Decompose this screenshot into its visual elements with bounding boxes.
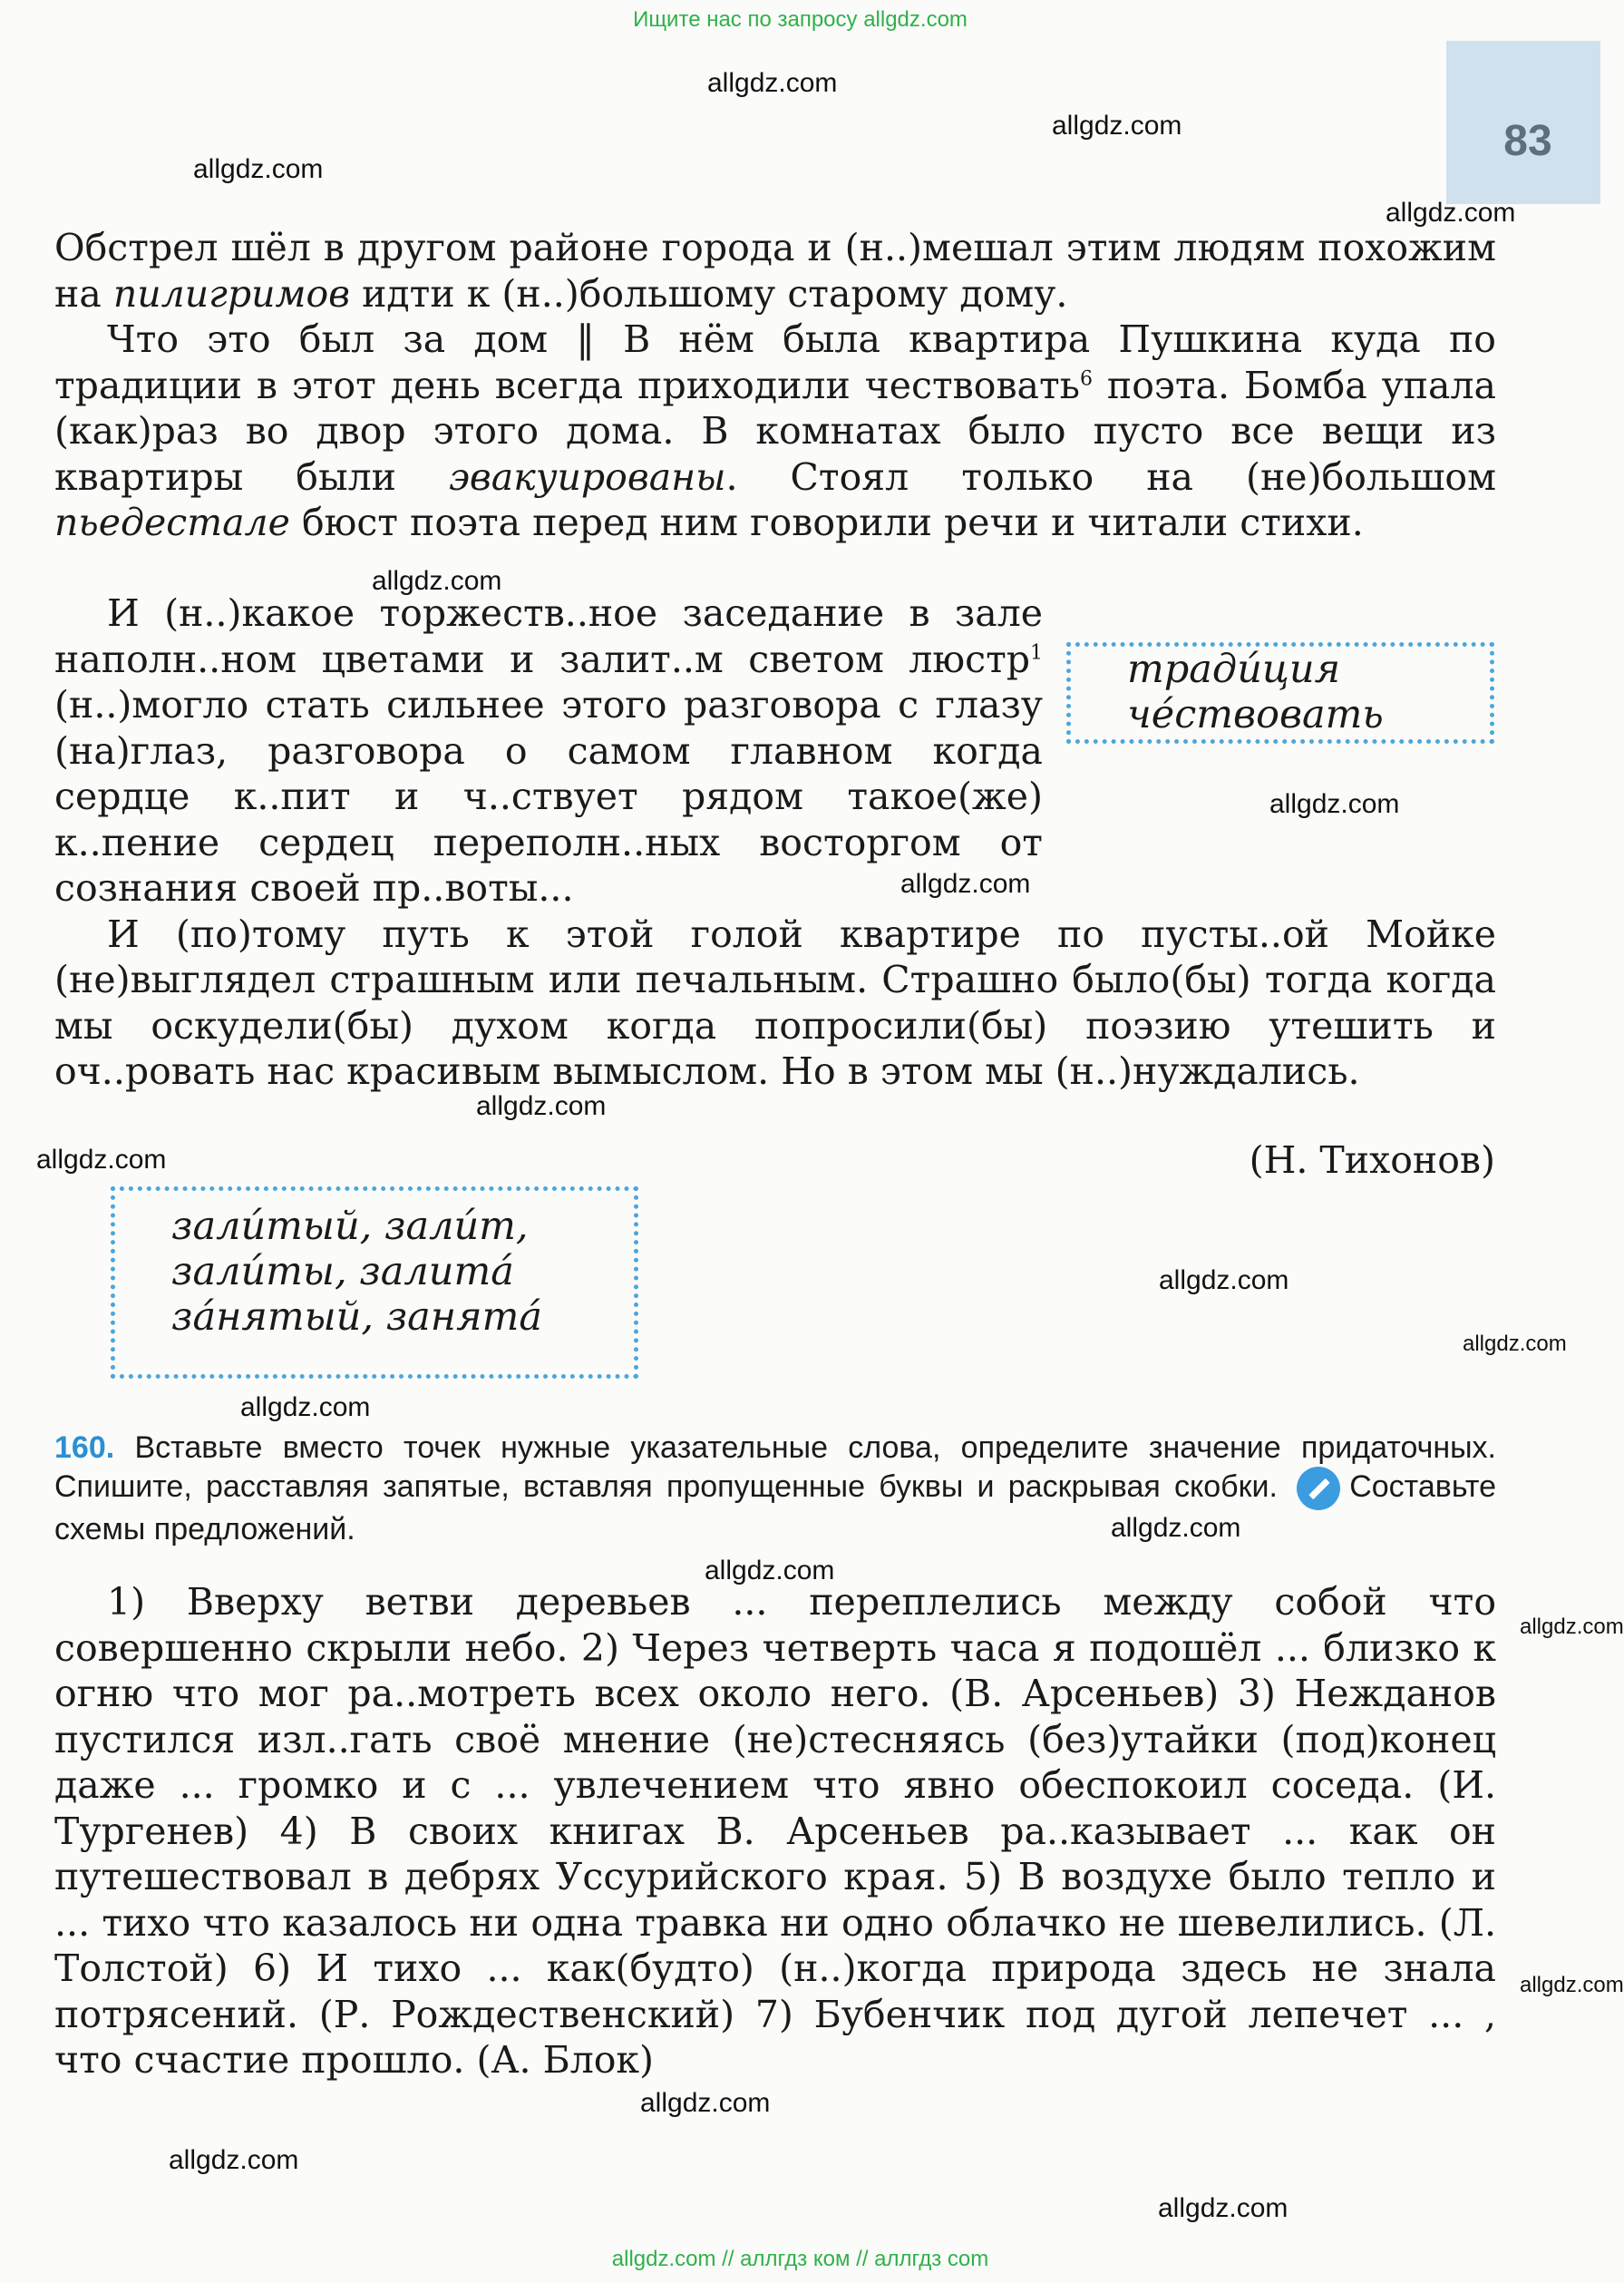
top-banner[interactable]: Ищите нас по запросу allgdz.com — [633, 7, 968, 32]
watermark: allgdz.com — [36, 1145, 167, 1175]
watermark: allgdz.com — [640, 2088, 771, 2118]
watermark: allgdz.com — [707, 68, 838, 98]
watermark: allgdz.com — [240, 1392, 371, 1422]
watermark: allgdz.com — [1520, 1615, 1624, 1639]
watermark: allgdz.com — [193, 154, 324, 184]
watermark: allgdz.com — [1269, 789, 1400, 819]
page-number: 83 — [1503, 117, 1552, 165]
exercise-number: 160. — [54, 1430, 115, 1465]
literary-text — [54, 225, 1496, 546]
dictionary-word: тради́ция — [1127, 647, 1341, 692]
watermark: allgdz.com — [476, 1091, 607, 1121]
dictionary-word: зали́тый, зали́т, — [171, 1204, 529, 1249]
watermark: allgdz.com — [1159, 1265, 1289, 1295]
dictionary-box-1 — [1066, 642, 1494, 744]
footnote-mark: 1 — [1030, 640, 1043, 664]
paragraph-4: И (по)тому путь к этой голой квартире по пусты..ой Мойке (не)выглядел страшным или печальным. Страшно было(бы) тогда когда мы оскудели(бы) духом когда попросили(бы) поэзию утешить и оч..ровать нас красивым вымыслом. Но в этом мы (н..)нуждались. — [54, 912, 1496, 1093]
paragraph-3: И (н..)какое торжеств..ное заседание в зале наполн..ном цветами и залит..м светом люстр$^1$ (н..)могло стать сильнее этого разговора с глазу (на)глаз, разговора о самом главном когда сердце к..пит и ч..ствует рядом такое(же) к..пение сердец переполн..ных восторгом от сознания своей пр..воты... — [54, 591, 1043, 910]
watermark: allgdz.com — [1052, 111, 1182, 141]
watermark: allgdz.com — [1386, 198, 1516, 228]
watermark: allgdz.com — [900, 869, 1031, 899]
exercise-text — [54, 1579, 1496, 2083]
paragraph-2: Что это был за дом ‖ В нём была квартира Пушкина куда по традиции в этот день всегда приходили чествовать$^6$ поэта. Бомба упала (как)раз во двор этого дома. В комнатах было пусто все вещи из квартиры были эвакуированы. Стоял только на (не)большом пьедестале бюст поэта перед ним говорили речи и читали стихи. — [54, 317, 1496, 544]
exercise-160 — [54, 1429, 1496, 1548]
italic-word: пьедестале — [54, 501, 290, 544]
exercise-instruction: Вставьте вместо точек нужные указательные слова, определите значение придаточных. Спишите, расставляя запятые, вставляя пропущенные буквы и раскрывая скобки. — [54, 1430, 1496, 1504]
watermark: allgdz.com — [1463, 1332, 1567, 1356]
italic-word: эвакуированы — [448, 454, 726, 499]
pencil-icon — [1297, 1467, 1340, 1510]
watermark: allgdz.com — [705, 1556, 835, 1585]
watermark: allgdz.com — [1111, 1513, 1241, 1543]
italic-word: пилигримов — [112, 271, 351, 316]
dictionary-word: зали́ты, залита́ — [171, 1249, 514, 1294]
watermark: allgdz.com — [169, 2145, 299, 2175]
dictionary-box-2 — [111, 1186, 638, 1379]
watermark: allgdz.com — [1520, 1973, 1624, 1997]
paragraph-1: Обстрел шёл в другом районе города и (н..)мешал этим людям похожим на пилигримов идти к (н..)большому старому дому. — [54, 226, 1496, 316]
exercise-sentences: 1) Вверху ветви деревьев ... переплелись между собой что совершенно скрыли небо. 2) Через четверть часа я подошёл ... близко к огню что мог ра..мотреть всех около него. (В. Арсеньев) 3) Нежданов пустился изл..гать своё мнение (не)стесняясь (без)утайки (под)конец даже ... громко и с ... увлечением что явно обеспокоил соседа. (И. Тургенев) 4) В своих книгах В. Арсеньев ра..казывает ... как он путешествовал в дебрях Уссурийского края. 5) В воздухе было тепло и ... тихо что казалось ни одна травка ни одно облачко не шевелились. (Л. Толстой) 6) И тихо ... как(будто) (н..)когда природа здесь не знала потрясений. (Р. Рождественский) 7) Бубенчик под дугой лепечет ... , что счастие прошло. (А. Блок) — [54, 1580, 1496, 2082]
bottom-banner[interactable]: allgdz.com // аллгдз ком // аллгдз com — [611, 2247, 989, 2271]
footnote-mark: 6 — [1079, 366, 1093, 390]
watermark: allgdz.com — [372, 566, 502, 596]
watermark: allgdz.com — [1158, 2193, 1289, 2223]
dictionary-word: за́нятый, занята́ — [171, 1294, 543, 1340]
dictionary-word: че́ствовать — [1127, 692, 1384, 737]
author: (Н. Тихонов) — [1249, 1138, 1495, 1182]
exercise-instruction-2: Составьте схемы предложений. — [54, 1468, 1496, 1546]
